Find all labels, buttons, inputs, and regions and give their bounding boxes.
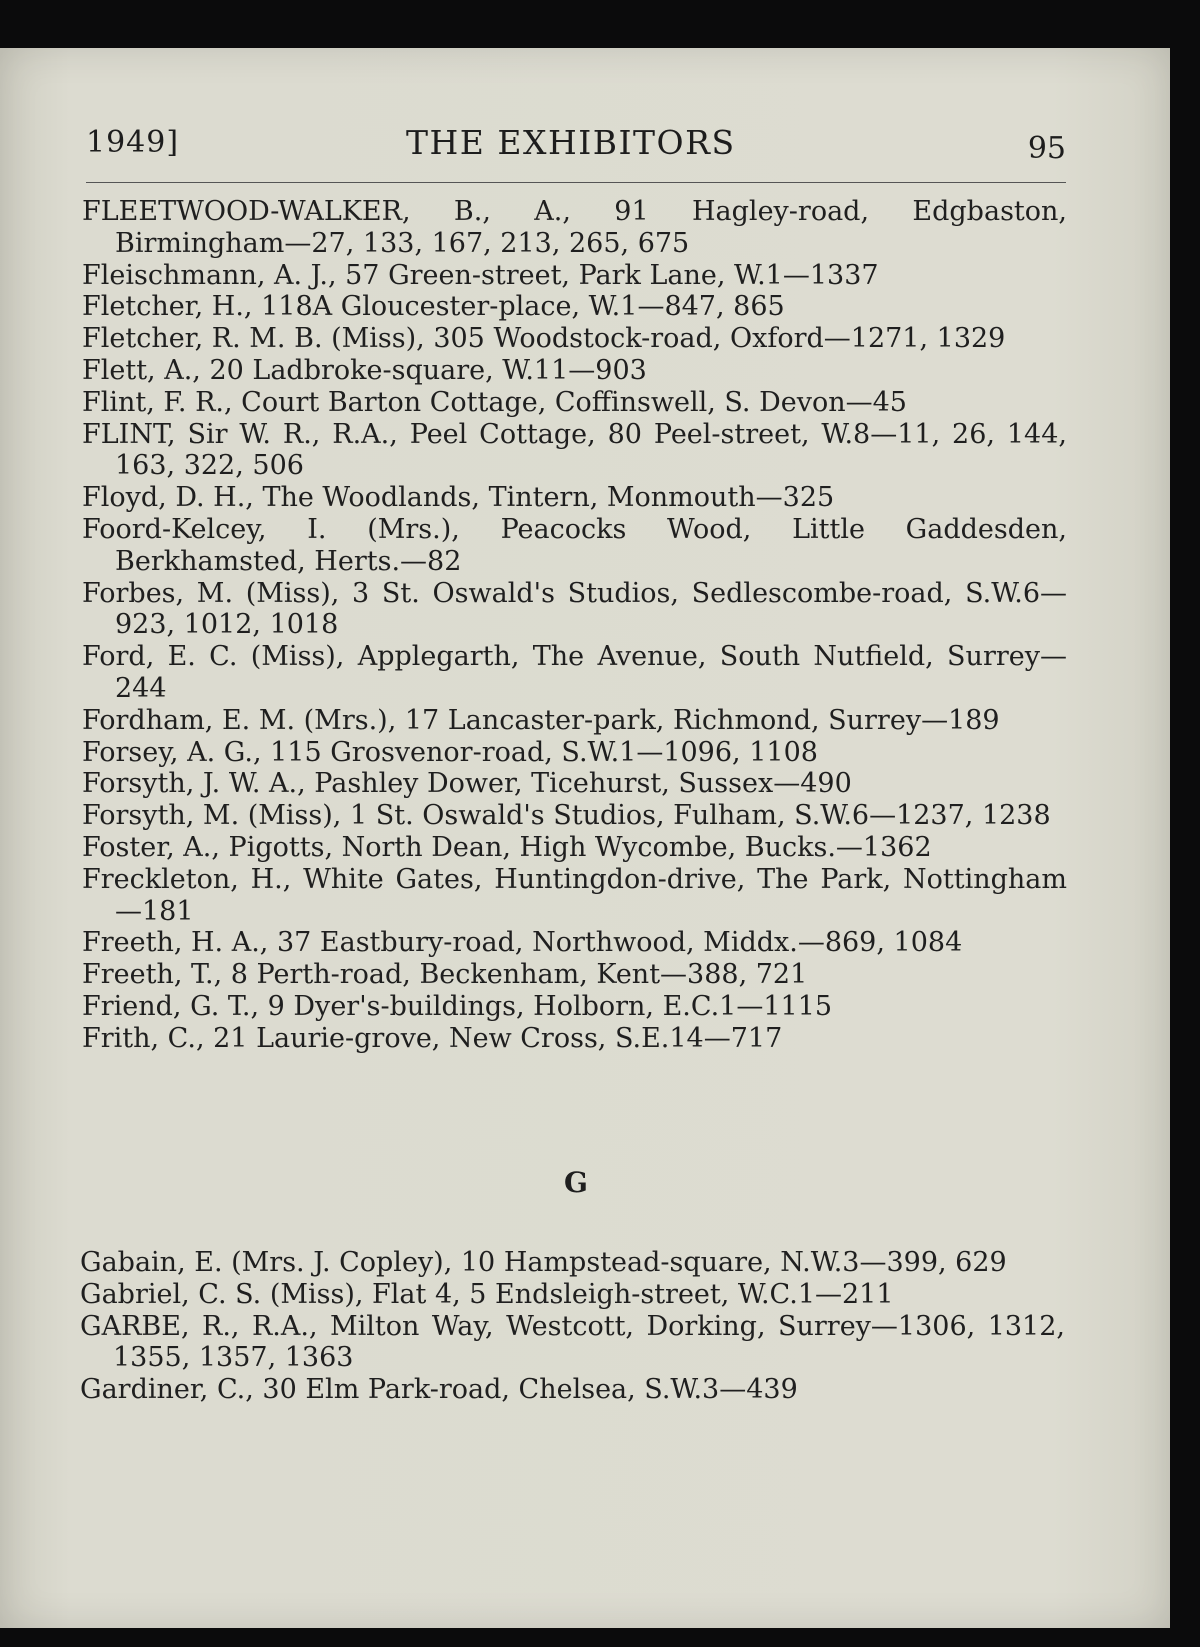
page-title: THE EXHIBITORS bbox=[406, 123, 736, 162]
exhibitor-entry: Fleischmann, A. J., 57 Green-street, Park Lane, W.1—1337 bbox=[82, 259, 879, 291]
exhibitor-entry: Freckleton, H., White Gates, Huntingdon-drive, The Park, Nottingham—181 bbox=[82, 863, 1067, 927]
exhibitor-entry: Forsey, A. G., 115 Grosvenor-road, S.W.1—1096, 1108 bbox=[82, 736, 818, 768]
exhibitor-entry: Gabriel, C. S. (Miss), Flat 4, 5 Endsleigh-street, W.C.1—211 bbox=[80, 1278, 894, 1310]
exhibitor-entry: GARBE, R., R.A., Milton Way, Westcott, Dorking, Surrey—1306, 1312, 1355, 1357, 1363 bbox=[80, 1310, 1065, 1374]
exhibitor-entry: Frith, C., 21 Laurie-grove, New Cross, S.E.14—717 bbox=[82, 1022, 783, 1054]
exhibitor-entry: FLEETWOOD-WALKER, B., A., 91 Hagley-road, Edgbaston, Birmingham—27, 133, 167, 213, 265, 675 bbox=[82, 196, 1067, 259]
exhibitor-entry: FLINT, Sir W. R., R.A., Peel Cottage, 80 Peel-street, W.8—11, 26, 144, 163, 322, 506 bbox=[82, 418, 1067, 482]
exhibitor-entry: Gardiner, C., 30 Elm Park-road, Chelsea, S.W.3—439 bbox=[80, 1374, 798, 1406]
exhibitor-entry: Freeth, T., 8 Perth-road, Beckenham, Kent—388, 721 bbox=[82, 959, 808, 991]
exhibitor-entry: Fletcher, R. M. B. (Miss), 305 Woodstock-road, Oxford—1271, 1329 bbox=[82, 323, 1006, 355]
exhibitor-entry: Fletcher, H., 118A Gloucester-place, W.1—847, 865 bbox=[82, 291, 785, 323]
exhibitor-entry: Flett, A., 20 Ladbroke-square, W.11—903 bbox=[82, 354, 647, 386]
exhibitor-entry: Forbes, M. (Miss), 3 St. Oswald's Studios, Sedlescombe-road, S.W.6—923, 1012, 1018 bbox=[82, 577, 1067, 641]
exhibitor-entry: Gabain, E. (Mrs. J. Copley), 10 Hampstead-square, N.W.3—399, 629 bbox=[80, 1247, 1007, 1278]
exhibitor-entry: Floyd, D. H., The Woodlands, Tintern, Monmouth—325 bbox=[82, 482, 835, 514]
exhibitor-entry: Forsyth, J. W. A., Pashley Dower, Ticehurst, Sussex—490 bbox=[82, 768, 852, 800]
exhibitor-list-g bbox=[80, 1247, 1065, 1406]
exhibitor-entry: Foster, A., Pigotts, North Dean, High Wycombe, Bucks.—1362 bbox=[82, 831, 932, 863]
page-number: 95 bbox=[1027, 131, 1066, 166]
header-year: 1949] bbox=[86, 125, 180, 160]
exhibitor-entry: Friend, G. T., 9 Dyer's-buildings, Holborn, E.C.1—1115 bbox=[82, 990, 833, 1022]
exhibitor-list-f bbox=[82, 196, 1067, 1055]
page-header bbox=[86, 125, 1066, 175]
header-rule bbox=[86, 182, 1066, 183]
section-letter: G bbox=[564, 1166, 588, 1199]
exhibitor-entry: Fordham, E. M. (Mrs.), 17 Lancaster-park, Richmond, Surrey—189 bbox=[82, 704, 1000, 736]
exhibitor-entry: Freeth, H. A., 37 Eastbury-road, Northwood, Middx.—869, 1084 bbox=[82, 927, 963, 959]
exhibitor-entry: Ford, E. C. (Miss), Applegarth, The Avenue, South Nutfield, Surrey—244 bbox=[82, 641, 1067, 704]
exhibitor-entry: Foord-Kelcey, I. (Mrs.), Peacocks Wood, Little Gaddesden, Berkhamsted, Herts.—82 bbox=[82, 513, 1067, 577]
exhibitor-entry: Flint, F. R., Court Barton Cottage, Coffinswell, S. Devon—45 bbox=[82, 386, 907, 418]
exhibitor-entry: Forsyth, M. (Miss), 1 St. Oswald's Studios, Fulham, S.W.6—1237, 1238 bbox=[82, 800, 1051, 832]
